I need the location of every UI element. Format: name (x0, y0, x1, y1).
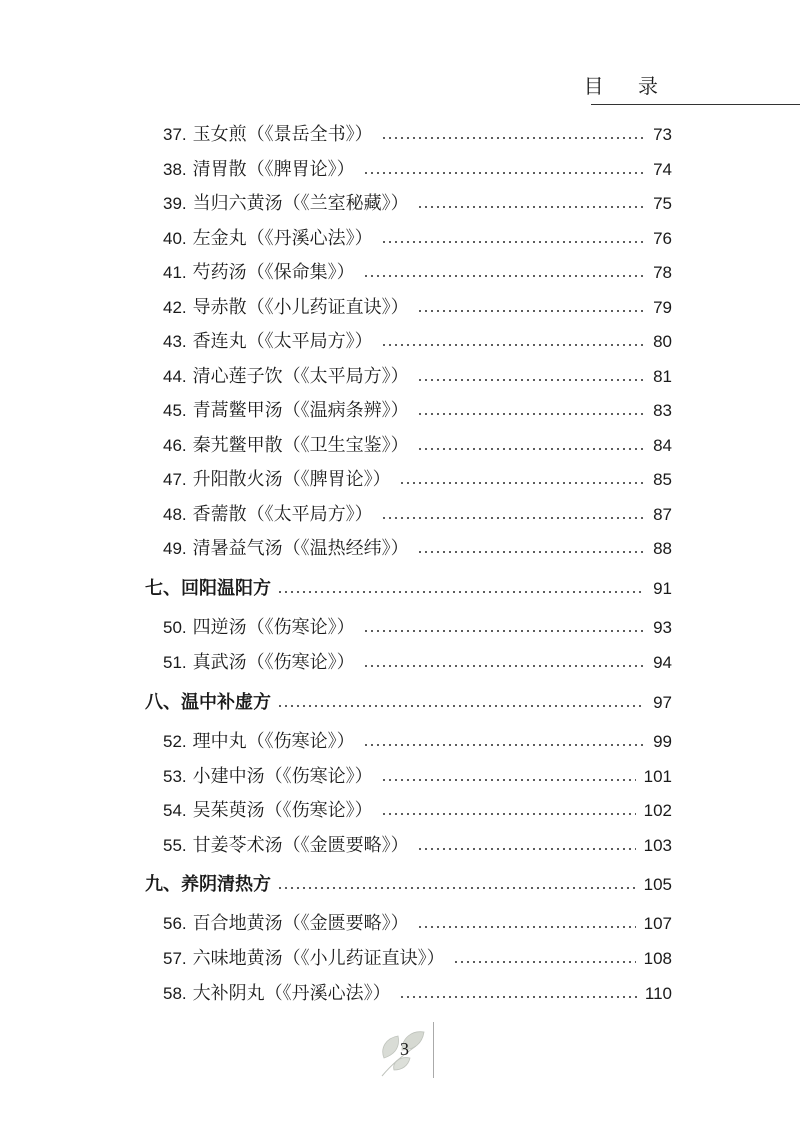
toc-entry-title: 清暑益气汤（《温热经纬》） (192, 538, 409, 559)
dot-leader (363, 172, 645, 174)
toc-page-number: 102 (643, 801, 672, 820)
toc-entry[interactable] (163, 909, 672, 939)
dot-leader (417, 310, 645, 312)
dot-leader (399, 996, 637, 998)
toc-entry[interactable] (163, 120, 672, 150)
toc-entry-number: 43. (163, 332, 187, 351)
toc-entry-number: 52. (163, 732, 187, 751)
toc-entry-number: 53. (163, 767, 187, 786)
toc-page-number: 101 (643, 767, 672, 786)
toc-entry-title: 玉女煎（《景岳全书》） (192, 124, 373, 145)
toc-entry-title: 吴茱萸汤（《伤寒论》） (192, 800, 373, 821)
toc-entry-title: 六味地黄汤（《小儿药证直诀》） (192, 948, 445, 969)
toc-entry-title: 甘姜苓术汤（《金匮要略》） (192, 835, 409, 856)
dot-leader (363, 744, 645, 746)
dot-leader (277, 887, 636, 889)
toc-page-number: 97 (653, 693, 672, 712)
toc-entry[interactable] (163, 189, 672, 219)
toc-section[interactable] (145, 870, 672, 900)
toc-entry-title: 当归六黄汤（《兰室秘藏》） (192, 193, 409, 214)
toc-entry-title: 理中丸（《伤寒论》） (192, 731, 355, 752)
toc-entry-title: 导赤散（《小儿药证直诀》） (192, 297, 409, 318)
toc-page-number: 78 (653, 263, 672, 282)
dot-leader (417, 206, 645, 208)
toc-page-number: 74 (653, 160, 672, 179)
toc-page-number: 107 (643, 914, 672, 933)
dot-leader (363, 665, 645, 667)
dot-leader (417, 848, 636, 850)
dot-leader (417, 413, 645, 415)
toc-entry[interactable] (163, 979, 672, 1009)
toc-page-number: 79 (653, 298, 672, 317)
toc-entry-number: 41. (163, 263, 187, 282)
toc-entry-title: 小建中汤（《伤寒论》） (192, 766, 373, 787)
dot-leader (417, 551, 645, 553)
toc-page-number: 108 (643, 949, 672, 968)
toc-page-number: 81 (653, 367, 672, 386)
dot-leader (381, 137, 645, 139)
toc-entry-title: 升阳散火汤（《脾胃论》） (192, 469, 391, 490)
toc-entry-title: 香薷散（《太平局方》） (192, 504, 373, 525)
toc-entry[interactable] (163, 293, 672, 323)
toc-entry[interactable] (163, 362, 672, 392)
toc-entry-title: 真武汤（《伤寒论》） (192, 652, 355, 673)
toc-entry-number: 39. (163, 194, 187, 213)
toc-entry-title: 清心莲子饮（《太平局方》） (192, 366, 409, 387)
toc-entry-number: 48. (163, 505, 187, 524)
toc-section[interactable] (145, 688, 672, 718)
toc-page-number: 87 (653, 505, 672, 524)
toc-section-title: 九、养阴清热方 (145, 874, 271, 895)
toc-page-number: 105 (643, 875, 672, 894)
toc-page-number: 73 (653, 125, 672, 144)
toc-entry[interactable] (163, 155, 672, 185)
toc-page-number: 84 (653, 436, 672, 455)
toc-page-number: 99 (653, 732, 672, 751)
footer-rule (433, 1022, 434, 1078)
dot-leader (381, 344, 645, 346)
toc-entry-number: 50. (163, 618, 187, 637)
dot-leader (277, 591, 645, 593)
toc-page-number: 94 (653, 653, 672, 672)
toc-entry-number: 55. (163, 836, 187, 855)
toc-entry-number: 38. (163, 160, 187, 179)
running-header: 目 录 (583, 74, 672, 98)
toc-page-number: 103 (643, 836, 672, 855)
toc-entry[interactable] (163, 258, 672, 288)
toc-entry[interactable] (163, 465, 672, 495)
toc-entry-title: 大补阴丸（《丹溪心法》） (192, 983, 391, 1004)
toc-section-title: 七、回阳温阳方 (145, 578, 271, 599)
toc-entry-number: 56. (163, 914, 187, 933)
toc-entry-number: 46. (163, 436, 187, 455)
toc-entry-title: 四逆汤（《伤寒论》） (192, 617, 355, 638)
toc-entry-number: 37. (163, 125, 187, 144)
toc-entry[interactable] (163, 727, 672, 757)
dot-leader (417, 379, 645, 381)
toc-entry[interactable] (163, 944, 672, 974)
dot-leader (363, 630, 645, 632)
toc-page-number: 75 (653, 194, 672, 213)
toc-entry[interactable] (163, 396, 672, 426)
toc-entry[interactable] (163, 762, 672, 792)
toc-section[interactable] (145, 574, 672, 604)
toc-page-number: 93 (653, 618, 672, 637)
toc-entry-number: 42. (163, 298, 187, 317)
dot-leader (277, 705, 645, 707)
toc-entry-number: 57. (163, 949, 187, 968)
toc-entry-title: 秦艽鳖甲散（《卫生宝鉴》） (192, 435, 409, 456)
dot-leader (381, 779, 636, 781)
dot-leader (381, 241, 645, 243)
toc-page-number: 110 (644, 984, 672, 1003)
dot-leader (363, 275, 645, 277)
toc-entry[interactable] (163, 613, 672, 643)
toc-entry[interactable] (163, 648, 672, 678)
toc-entry-number: 47. (163, 470, 187, 489)
dot-leader (417, 926, 636, 928)
toc-entry[interactable] (163, 327, 672, 357)
toc-entry[interactable] (163, 500, 672, 530)
dot-leader (417, 448, 645, 450)
toc-page-number: 85 (653, 470, 672, 489)
toc-page-number: 80 (653, 332, 672, 351)
toc-entry[interactable] (163, 224, 672, 254)
toc-entry-number: 44. (163, 367, 187, 386)
toc-entry-number: 45. (163, 401, 187, 420)
page-number: 3 (400, 1039, 409, 1059)
dot-leader (399, 482, 645, 484)
toc-entry-number: 51. (163, 653, 187, 672)
dot-leader (381, 813, 636, 815)
toc-entry-title: 芍药汤（《保命集》） (192, 262, 355, 283)
toc-page-number: 88 (653, 539, 672, 558)
toc-entry-number: 40. (163, 229, 187, 248)
toc-entry[interactable] (163, 431, 672, 461)
toc-entry[interactable] (163, 796, 672, 826)
toc-entry-title: 香连丸（《太平局方》） (192, 331, 373, 352)
toc-entry-number: 49. (163, 539, 187, 558)
toc-entry-title: 清胃散（《脾胃论》） (192, 159, 355, 180)
dot-leader (381, 517, 645, 519)
toc-entry[interactable] (163, 534, 672, 564)
dot-leader (453, 961, 636, 963)
toc-entry-number: 54. (163, 801, 187, 820)
toc-entry-title: 青蒿鳖甲汤（《温病条辨》） (192, 400, 409, 421)
toc-entry-title: 左金丸（《丹溪心法》） (192, 228, 373, 249)
toc-entry-title: 百合地黄汤（《金匮要略》） (192, 913, 409, 934)
toc-page-number: 76 (653, 229, 672, 248)
toc-section-title: 八、温中补虚方 (145, 692, 271, 713)
header-rule (591, 104, 800, 105)
toc-page-number: 83 (653, 401, 672, 420)
toc-page-number: 91 (653, 579, 672, 598)
toc-entry-number: 58. (163, 984, 187, 1003)
toc-entry[interactable] (163, 831, 672, 861)
